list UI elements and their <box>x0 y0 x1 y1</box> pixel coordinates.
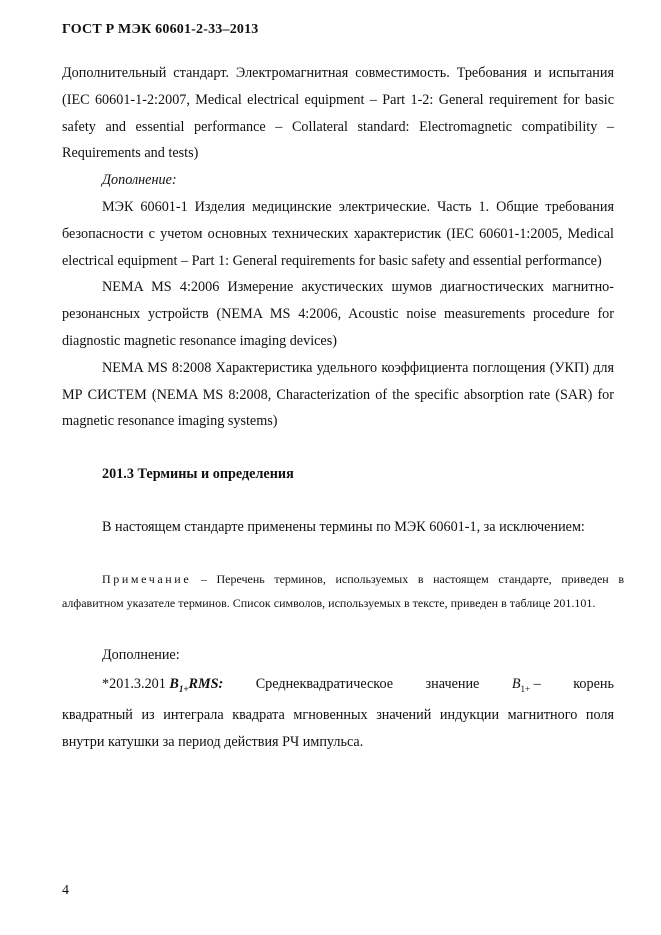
term-var <box>512 671 541 703</box>
paragraph-2: МЭК 60601-1 Изделия медицинские электрические. Часть 1. Общие требования безопасности с учетом основных технических характеристик (IEC 60601-1:2005, Medical electrical equipment – Part 1: General requirements for basic safety and essential performance) <box>62 198 614 269</box>
term-symbol-base: B <box>169 675 179 692</box>
term-var-base: B <box>511 675 521 692</box>
term-symbol <box>169 676 223 692</box>
paragraph-6: квадратный из интеграла квадрата мгновенных значений индукции магнитного поля внутри катушки за период действия РЧ импульса. <box>62 707 614 750</box>
note-text: – Перечень терминов, используемых в настоящем стандарте, приведен в алфавитном указателе терминов. Список символов, используемых в тексте, приведен в таблице 201.101. <box>62 571 624 611</box>
note <box>62 567 624 616</box>
paragraph-3: NEMA MS 4:2006 Измерение акустических шумов диагностических магнитно-резонансных устройств (NEMA MS 4:2006, Acoustic noise measurements procedure for diagnostic magnetic resonance imaging devices) <box>62 279 614 349</box>
term-desc-start: Среднеквадратическое <box>255 675 394 692</box>
paragraph-4: NEMA MS 8:2008 Характеристика удельного коэффициента поглощения (УКП) для МР СИСТЕМ (NEMA MS 8:2008, Characterization of the specific absorption rate (SAR) for magnetic resonance imaging systems) <box>62 359 614 430</box>
addition-label-2: Дополнение: <box>102 646 180 663</box>
section-title: 201.3 Термины и определения <box>102 466 294 483</box>
page-number: 4 <box>62 883 69 898</box>
note-label: Примечание <box>102 571 192 586</box>
term-definition-line <box>62 671 614 703</box>
document-header: ГОСТ Р МЭК 60601-2-33–2013 <box>62 22 259 37</box>
addition-label-1: Дополнение: <box>102 172 177 189</box>
term-number: *201.3.201 <box>102 675 170 692</box>
term-symbol-sub: 1+ <box>178 683 189 694</box>
paragraph-5: В настоящем стандарте применены термины по МЭК 60601-1, за исключением: <box>102 518 585 535</box>
term-desc-end: корень <box>573 675 614 692</box>
paragraph-1: Дополнительный стандарт. Электромагнитная совместимость. Требования и испытания (IEC 60601-1-2:2007, Medical electrical equipment – Part 1-2: General requirement for basic safety and essential performance – Collateral standard: Electromagnetic compatibility – Requirements and tests) <box>62 65 614 162</box>
term-dash: – <box>530 675 541 692</box>
body-text <box>62 60 624 756</box>
term-var-sub: 1+ <box>520 683 531 694</box>
term-heading <box>102 671 223 703</box>
term-symbol-suffix: RMS: <box>188 675 224 692</box>
term-desc-word2: значение <box>425 675 480 692</box>
